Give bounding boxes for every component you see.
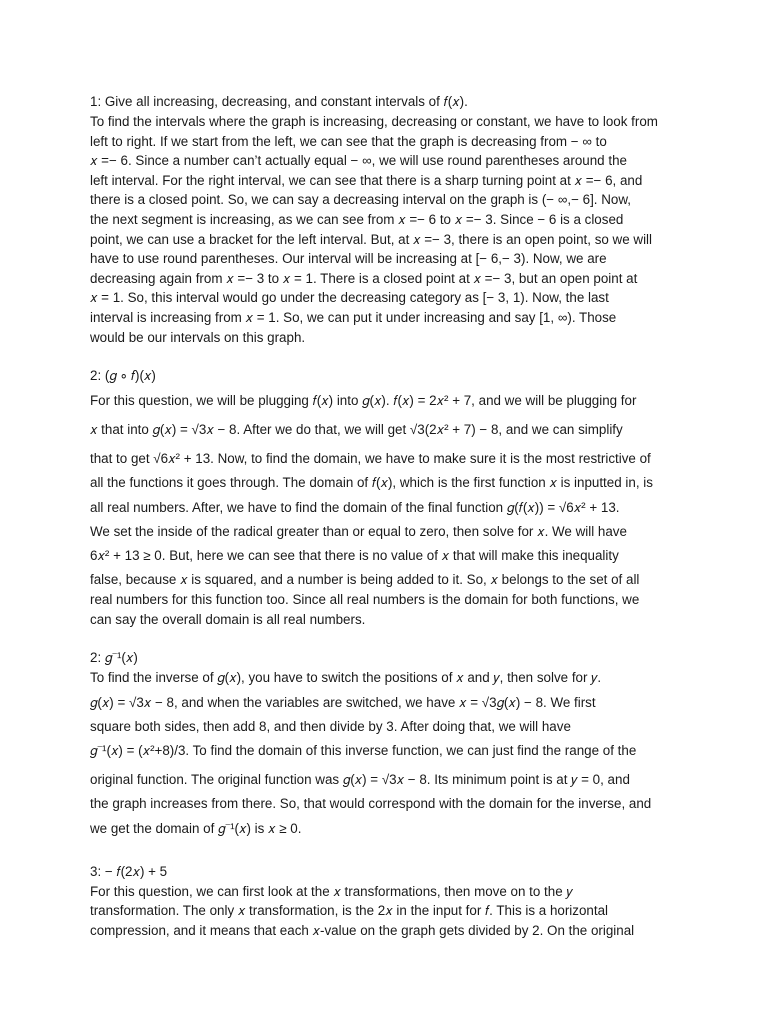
text-line: left to right. If we start from the left, we can see that the graph is decreasing from − ∞ to	[90, 133, 607, 149]
text-line: 𝑥 that into 𝑔(𝑥) = √3𝑥 − 8. After we do that, we will get √3(2𝑥² + 7) − 8, and we can simplify	[90, 422, 623, 438]
text-line: all real numbers. After, we have to find the domain of the final function 𝑔(𝑓(𝑥)) = √6𝑥² + 13.	[90, 499, 620, 515]
text-line: have to use round parentheses. Our interval will be increasing at [− 6,− 3). Now, we are	[90, 251, 607, 267]
section-2	[90, 366, 680, 629]
text-line: 𝑔⁻¹(𝑥) = (𝑥²+8)/3. To find the domain of this inverse function, we can just find the range of the	[90, 743, 637, 759]
text-line: To find the intervals where the graph is increasing, decreasing or constant, we have to look from	[90, 114, 658, 129]
text-line: decreasing again from 𝑥 =− 3 to 𝑥 = 1. There is a closed point at 𝑥 =− 3, but an open point at	[90, 270, 638, 286]
section-2-heading: 2: (𝑔 ∘ 𝑓)(𝑥)	[90, 368, 156, 384]
text-line: square both sides, then add 8, and then divide by 3. After doing that, we will have	[90, 718, 571, 734]
text-line: For this question, we will be plugging 𝑓(𝑥) into 𝑔(𝑥). 𝑓(𝑥) = 2𝑥² + 7, and we will be plugging for	[90, 393, 637, 409]
text-line: point, we can use a bracket for the left interval. But, at 𝑥 =− 3, there is an open point, so we will	[90, 231, 652, 247]
section-4-heading: 3: − 𝑓(2𝑥) + 5	[90, 863, 168, 879]
text-line: the next segment is increasing, as we can see from 𝑥 =− 6 to 𝑥 =− 3. Since − 6 is a closed	[90, 211, 624, 227]
text-line: false, because 𝑥 is squared, and a number is being added to it. So, 𝑥 belongs to the set of all	[90, 572, 640, 588]
section-4	[90, 862, 680, 941]
text-line: compression, and it means that each 𝑥-value on the graph gets divided by 2. On the original	[90, 923, 635, 939]
section-1-heading: 1: Give all increasing, decreasing, and constant intervals of 𝑓(𝑥).	[90, 94, 468, 109]
text-line: 𝑥 = 1. So, this interval would go under the decreasing category as [− 3, 1). Now, the last	[90, 290, 609, 306]
text-line: that to get √6𝑥² + 13. Now, to find the domain, we have to make sure it is the most restrictive of	[90, 451, 651, 467]
document-page	[90, 92, 680, 960]
section-3	[90, 648, 680, 843]
text-line: transformation. The only 𝑥 transformation, is the 2𝑥 in the input for 𝑓. This is a horizontal	[90, 903, 609, 919]
text-line: original function. The original function was 𝑔(𝑥) = √3𝑥 − 8. Its minimum point is at 𝑦 = 0, and	[90, 772, 630, 788]
section-3-heading: 2: 𝑔⁻¹(𝑥)	[90, 650, 138, 666]
section-1	[90, 92, 680, 347]
section-4-body	[90, 882, 680, 941]
text-line: can say the overall domain is all real numbers.	[90, 611, 366, 627]
section-3-body	[90, 668, 680, 843]
text-line: For this question, we can first look at the 𝑥 transformations, then move on to the 𝑦	[90, 883, 573, 899]
text-line: the graph increases from there. So, that would correspond with the domain for the inverse, and	[90, 796, 652, 812]
text-line: interval is increasing from 𝑥 = 1. So, we can put it under increasing and say [1, ∞). Those	[90, 309, 617, 325]
section-2-body	[90, 386, 680, 629]
text-line: would be our intervals on this graph.	[90, 329, 306, 345]
text-line: 6𝑥² + 13 ≥ 0. But, here we can see that there is no value of 𝑥 that will make this inequality	[90, 548, 619, 564]
text-line: We set the inside of the radical greater than or equal to zero, then solve for 𝑥. We will have	[90, 523, 627, 539]
text-line: real numbers for this function too. Since all real numbers is the domain for both functions, we	[90, 591, 640, 607]
text-line: 𝑥 =− 6. Since a number can’t actually equal − ∞, we will use round parentheses around the	[90, 153, 627, 169]
text-line: To find the inverse of 𝑔(𝑥), you have to switch the positions of 𝑥 and 𝑦, then solve for 𝑦.	[90, 670, 602, 686]
text-line: there is a closed point. So, we can say a decreasing interval on the graph is (− ∞,− 6]. Now,	[90, 192, 632, 208]
text-line: we get the domain of 𝑔⁻¹(𝑥) is 𝑥 ≥ 0.	[90, 820, 302, 836]
text-line: left interval. For the right interval, we can see that there is a sharp turning point at 𝑥 =− 6, and	[90, 172, 643, 188]
text-line: 𝑔(𝑥) = √3𝑥 − 8, and when the variables are switched, we have 𝑥 = √3𝑔(𝑥) − 8. We first	[90, 694, 596, 710]
text-line: all the functions it goes through. The domain of 𝑓(𝑥), which is the first function 𝑥 is inputted in, is	[90, 475, 653, 491]
section-1-body	[90, 112, 680, 347]
